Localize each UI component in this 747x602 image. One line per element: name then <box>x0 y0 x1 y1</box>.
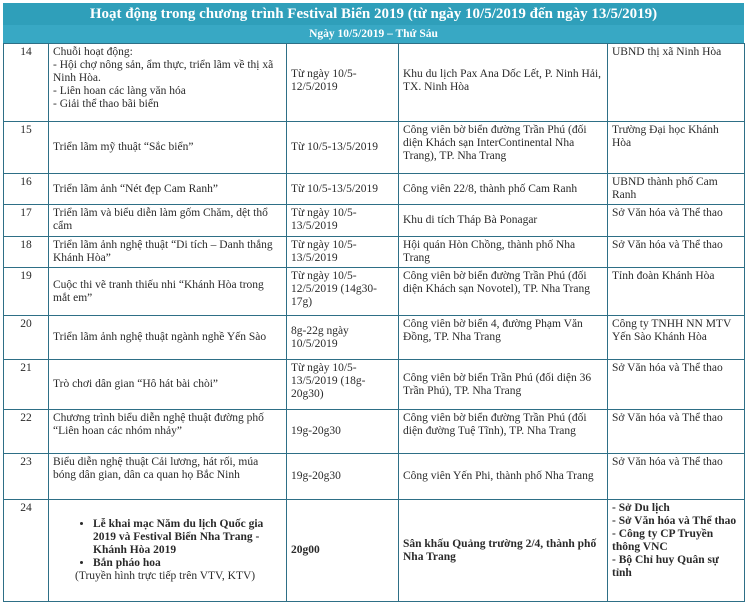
activity-cell: Triển lãm mỹ thuật “Sắc biển” <box>49 122 287 174</box>
organizer-cell: UBND thành phố Cam Ranh <box>608 174 745 205</box>
row-number: 20 <box>4 316 49 360</box>
location-cell: Công viên Yến Phi, thành phố Nha Trang <box>399 454 608 500</box>
row-number: 16 <box>4 174 49 205</box>
time-cell: Từ 10/5-13/5/2019 <box>287 122 399 174</box>
organizer-cell: Sở Văn hóa và Thể thao <box>608 360 745 410</box>
time-cell: Từ 10/5-13/5/2019 <box>287 174 399 205</box>
activity-cell <box>49 500 287 602</box>
activity-cell: Triển lãm ảnh nghệ thuật “Di tích – Danh thắng Khánh Hòa” <box>49 237 287 268</box>
organizer-cell: Sở Văn hóa và Thể thao <box>608 454 745 500</box>
row-number: 18 <box>4 237 49 268</box>
activity-cell: Triển lãm ảnh “Nét đẹp Cam Ranh” <box>49 174 287 205</box>
table-row <box>4 360 745 410</box>
location-cell: Khu di tích Tháp Bà Ponagar <box>399 205 608 237</box>
row-number: 22 <box>4 410 49 454</box>
activity-line: Chuỗi hoạt động: <box>53 46 133 58</box>
activity-cell: Cuộc thi vẽ tranh thiếu nhi “Khánh Hòa trong mắt em” <box>49 268 287 316</box>
table-row <box>4 205 745 237</box>
row-number: 17 <box>4 205 49 237</box>
activity-line: - Giải thể thao bãi biển <box>53 98 159 110</box>
table-row <box>4 174 745 205</box>
table-row-opening <box>4 500 745 602</box>
opening-bullet: • Lễ khai mạc Năm du lịch Quốc gia 2019 và Festival Biển Nha Trang - Khánh Hòa 2019 <box>93 518 282 557</box>
location-cell: Công viên bờ biển Trần Phú (đối diện 36 Trần Phú), TP. Nha Trang <box>399 360 608 410</box>
organizer-cell: UBND thị xã Ninh Hòa <box>608 44 745 122</box>
location-cell: Khu du lịch Pax Ana Dốc Lết, P. Ninh Hải, TX. Ninh Hòa <box>399 44 608 122</box>
time-cell: 20g00 <box>287 500 399 602</box>
table-row <box>4 410 745 454</box>
activity-cell: Chương trình biểu diễn nghệ thuật đường phố “Liên hoan các nhóm nhảy” <box>49 410 287 454</box>
opening-bullet: • Bắn pháo hoa <box>93 557 282 570</box>
row-number: 19 <box>4 268 49 316</box>
organizer-cell: Trường Đại học Khánh Hòa <box>608 122 745 174</box>
table-row <box>4 268 745 316</box>
time-cell: 19g-20g30 <box>287 454 399 500</box>
activity-cell: Biểu diễn nghệ thuật Cải lương, hát rối, múa bóng dân gian, dân ca quan họ Bắc Ninh <box>49 454 287 500</box>
row-number: 21 <box>4 360 49 410</box>
time-cell: 19g-20g30 <box>287 410 399 454</box>
organizer-cell: Sở Văn hóa và Thể thao <box>608 237 745 268</box>
organizer-cell: Sở Văn hóa và Thể thao <box>608 205 745 237</box>
organizer-cell: Sở Văn hóa và Thể thao <box>608 410 745 454</box>
time-cell: Từ ngày 10/5-13/5/2019 <box>287 205 399 237</box>
activity-cell: Triển lãm ảnh nghệ thuật ngành nghề Yến Sào <box>49 316 287 360</box>
activity-cell: Triển lãm và biểu diễn làm gốm Chăm, dệt thổ cẩm <box>49 205 287 237</box>
location-cell: Công viên bờ biển đường Trần Phú (đối diện Khách sạn Novotel), TP. Nha Trang <box>399 268 608 316</box>
location-cell: Sân khấu Quảng trường 2/4, thành phố Nha Trang <box>399 500 608 602</box>
opening-bullet-list <box>53 518 282 570</box>
table-row <box>4 44 745 122</box>
organizer-line: - Công ty CP Truyền thông VNC <box>612 528 714 553</box>
table-row <box>4 454 745 500</box>
table-row <box>4 122 745 174</box>
row-number: 23 <box>4 454 49 500</box>
time-cell: Từ ngày 10/5-13/5/2019 (18g-20g30) <box>287 360 399 410</box>
location-cell: Công viên 22/8, thành phố Cam Ranh <box>399 174 608 205</box>
row-number: 24 <box>4 500 49 602</box>
table-row <box>4 316 745 360</box>
broadcast-note: (Truyền hình trực tiếp trên VTV, KTV) <box>75 570 256 582</box>
activity-cell: Trò chơi dân gian “Hô hát bài chòi” <box>49 360 287 410</box>
table-row <box>4 237 745 268</box>
row-number: 14 <box>4 44 49 122</box>
organizer-line: - Sở Du lịch <box>612 502 670 514</box>
organizer-cell <box>608 500 745 602</box>
activity-cell <box>49 44 287 122</box>
location-cell: Công viên bờ biển 4, đường Phạm Văn Đồng, TP. Nha Trang <box>399 316 608 360</box>
organizer-line: - Sở Văn hóa và Thể thao <box>612 515 737 527</box>
location-cell: Công viên bờ biển đường Trần Phú (đối diện Khách sạn InterContinental Nha Trang), TP. Nha Trang <box>399 122 608 174</box>
page-title: Hoạt động trong chương trình Festival Biển 2019 (từ ngày 10/5/2019 đến ngày 13/5/2019) <box>3 3 744 25</box>
row-number: 15 <box>4 122 49 174</box>
organizer-line: - Bộ Chỉ huy Quân sự tỉnh <box>612 554 719 579</box>
schedule-table <box>3 43 745 602</box>
location-cell: Hội quán Hòn Chồng, thành phố Nha Trang <box>399 237 608 268</box>
time-cell: Từ ngày 10/5-12/5/2019 (14g30-17g) <box>287 268 399 316</box>
organizer-cell: Công ty TNHH NN MTV Yến Sào Khánh Hòa <box>608 316 745 360</box>
time-cell: Từ ngày 10/5-13/5/2019 <box>287 237 399 268</box>
time-cell: 8g-22g ngày 10/5/2019 <box>287 316 399 360</box>
activity-line: - Hội chợ nông sản, ẩm thực, triển lãm về thị xã Ninh Hòa. <box>53 59 274 84</box>
organizer-cell: Tỉnh đoàn Khánh Hòa <box>608 268 745 316</box>
location-cell: Công viên bờ biển đường Trần Phú (đối diện đường Tuệ Tĩnh), TP. Nha Trang <box>399 410 608 454</box>
time-cell: Từ ngày 10/5-12/5/2019 <box>287 44 399 122</box>
activity-line: - Liên hoan các làng văn hóa <box>53 85 186 97</box>
day-subtitle: Ngày 10/5/2019 – Thứ Sáu <box>3 25 744 43</box>
